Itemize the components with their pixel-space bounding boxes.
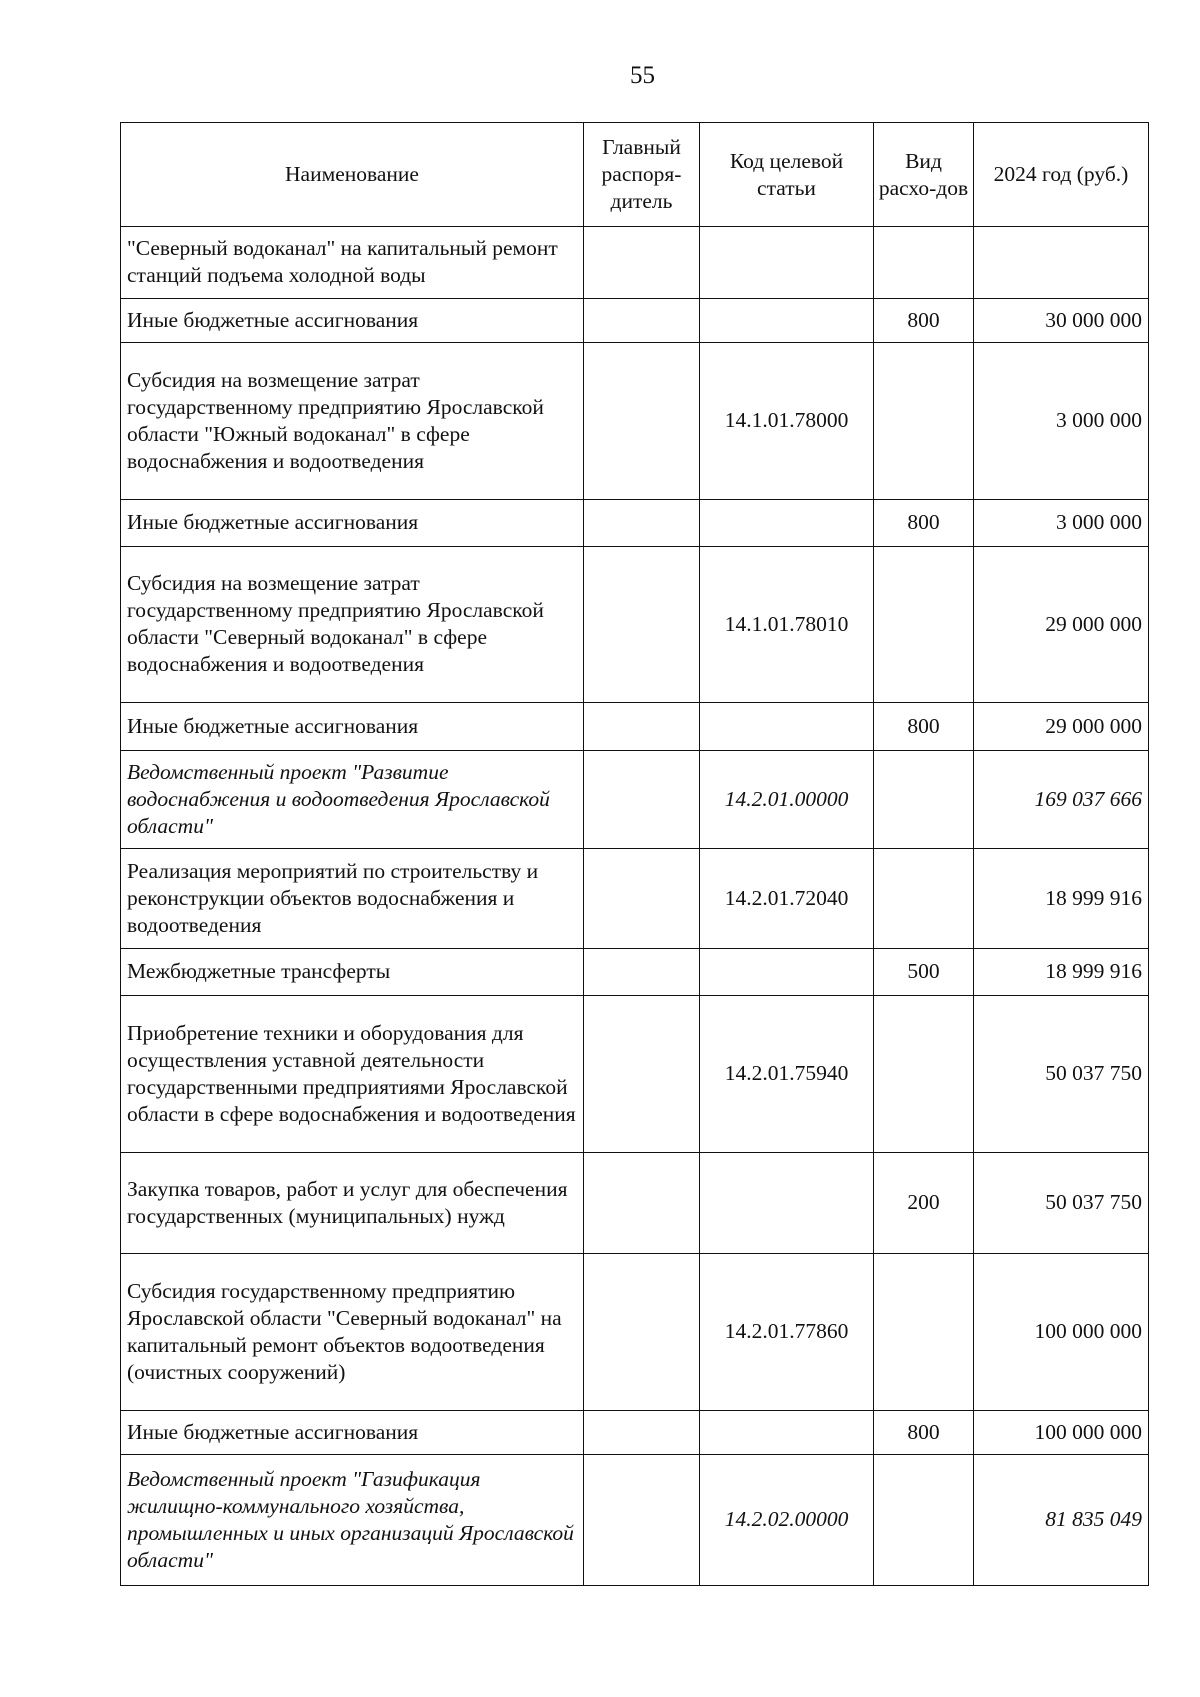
cell-code bbox=[700, 500, 874, 547]
table-row bbox=[121, 996, 1149, 1153]
cell-name: Ведомственный проект "Газификация жилищно-коммунального хозяйства, промышленных и иных организаций Ярославской области" bbox=[121, 1455, 584, 1586]
cell-manager bbox=[584, 1153, 700, 1254]
cell-amount: 81 835 049 bbox=[974, 1455, 1149, 1586]
cell-amount: 29 000 000 bbox=[974, 547, 1149, 703]
table-row bbox=[121, 849, 1149, 949]
cell-amount: 169 037 666 bbox=[974, 751, 1149, 849]
cell-name: Закупка товаров, работ и услуг для обеспечения государственных (муниципальных) нужд bbox=[121, 1153, 584, 1254]
cell-code bbox=[700, 299, 874, 343]
cell-name: "Северный водоканал" на капитальный ремонт станций подъема холодной воды bbox=[121, 227, 584, 299]
cell-amount bbox=[974, 227, 1149, 299]
table-row bbox=[121, 343, 1149, 500]
cell-manager bbox=[584, 227, 700, 299]
cell-manager bbox=[584, 1411, 700, 1455]
header-name: Наименование bbox=[121, 123, 584, 227]
cell-kind bbox=[874, 343, 974, 500]
cell-kind bbox=[874, 227, 974, 299]
cell-manager bbox=[584, 703, 700, 751]
table-row bbox=[121, 1254, 1149, 1411]
cell-code: 14.1.01.78000 bbox=[700, 343, 874, 500]
table-row bbox=[121, 949, 1149, 996]
cell-manager bbox=[584, 849, 700, 949]
table-row bbox=[121, 500, 1149, 547]
header-code: Код целевой статьи bbox=[700, 123, 874, 227]
budget-table bbox=[120, 122, 1149, 1586]
cell-manager bbox=[584, 500, 700, 547]
table-row bbox=[121, 751, 1149, 849]
cell-kind bbox=[874, 996, 974, 1153]
table-row bbox=[121, 1411, 1149, 1455]
cell-amount: 30 000 000 bbox=[974, 299, 1149, 343]
cell-code: 14.2.02.00000 bbox=[700, 1455, 874, 1586]
cell-amount: 18 999 916 bbox=[974, 849, 1149, 949]
cell-name: Субсидия на возмещение затрат государственному предприятию Ярославской области "Северный водоканал" в сфере водоснабжения и водоотведения bbox=[121, 547, 584, 703]
cell-code: 14.2.01.77860 bbox=[700, 1254, 874, 1411]
cell-name: Субсидия государственному предприятию Ярославской области "Северный водоканал" на капитальный ремонт объектов водоотведения (очистных сооружений) bbox=[121, 1254, 584, 1411]
cell-name: Приобретение техники и оборудования для осуществления уставной деятельности государственными предприятиями Ярославской области в сфере водоснабжения и водоотведения bbox=[121, 996, 584, 1153]
cell-code bbox=[700, 1411, 874, 1455]
cell-kind bbox=[874, 1455, 974, 1586]
cell-amount: 50 037 750 bbox=[974, 1153, 1149, 1254]
cell-kind: 800 bbox=[874, 703, 974, 751]
page-number: 55 bbox=[630, 62, 655, 89]
cell-kind bbox=[874, 547, 974, 703]
table-row bbox=[121, 703, 1149, 751]
table-header bbox=[121, 123, 1149, 227]
cell-amount: 50 037 750 bbox=[974, 996, 1149, 1153]
cell-name: Иные бюджетные ассигнования bbox=[121, 299, 584, 343]
cell-name: Ведомственный проект "Развитие водоснабжения и водоотведения Ярославской области" bbox=[121, 751, 584, 849]
cell-code: 14.2.01.72040 bbox=[700, 849, 874, 949]
cell-amount: 100 000 000 bbox=[974, 1254, 1149, 1411]
cell-manager bbox=[584, 751, 700, 849]
cell-manager bbox=[584, 299, 700, 343]
cell-manager bbox=[584, 343, 700, 500]
cell-name: Субсидия на возмещение затрат государственному предприятию Ярославской области "Южный водоканал" в сфере водоснабжения и водоотведения bbox=[121, 343, 584, 500]
cell-code bbox=[700, 1153, 874, 1254]
cell-code bbox=[700, 227, 874, 299]
cell-code: 14.1.01.78010 bbox=[700, 547, 874, 703]
cell-code bbox=[700, 703, 874, 751]
header-amount: 2024 год (руб.) bbox=[974, 123, 1149, 227]
cell-manager bbox=[584, 949, 700, 996]
table-row bbox=[121, 1455, 1149, 1586]
cell-name: Иные бюджетные ассигнования bbox=[121, 703, 584, 751]
cell-kind bbox=[874, 1254, 974, 1411]
cell-name: Иные бюджетные ассигнования bbox=[121, 1411, 584, 1455]
table-body bbox=[121, 227, 1149, 1586]
cell-kind: 800 bbox=[874, 1411, 974, 1455]
table-row bbox=[121, 299, 1149, 343]
cell-manager bbox=[584, 1254, 700, 1411]
cell-kind: 800 bbox=[874, 500, 974, 547]
header-manager: Главный распоря-дитель bbox=[584, 123, 700, 227]
cell-name: Межбюджетные трансферты bbox=[121, 949, 584, 996]
cell-amount: 3 000 000 bbox=[974, 500, 1149, 547]
table-row bbox=[121, 227, 1149, 299]
cell-code bbox=[700, 949, 874, 996]
cell-manager bbox=[584, 996, 700, 1153]
table-row bbox=[121, 547, 1149, 703]
table-row bbox=[121, 1153, 1149, 1254]
cell-kind bbox=[874, 849, 974, 949]
cell-amount: 29 000 000 bbox=[974, 703, 1149, 751]
header-kind: Вид расхо-дов bbox=[874, 123, 974, 227]
cell-code: 14.2.01.75940 bbox=[700, 996, 874, 1153]
cell-name: Иные бюджетные ассигнования bbox=[121, 500, 584, 547]
cell-amount: 100 000 000 bbox=[974, 1411, 1149, 1455]
cell-kind bbox=[874, 751, 974, 849]
cell-kind: 500 bbox=[874, 949, 974, 996]
cell-manager bbox=[584, 1455, 700, 1586]
cell-amount: 3 000 000 bbox=[974, 343, 1149, 500]
cell-code: 14.2.01.00000 bbox=[700, 751, 874, 849]
cell-amount: 18 999 916 bbox=[974, 949, 1149, 996]
cell-manager bbox=[584, 547, 700, 703]
cell-kind: 800 bbox=[874, 299, 974, 343]
cell-kind: 200 bbox=[874, 1153, 974, 1254]
cell-name: Реализация мероприятий по строительству и реконструкции объектов водоснабжения и водоотведения bbox=[121, 849, 584, 949]
